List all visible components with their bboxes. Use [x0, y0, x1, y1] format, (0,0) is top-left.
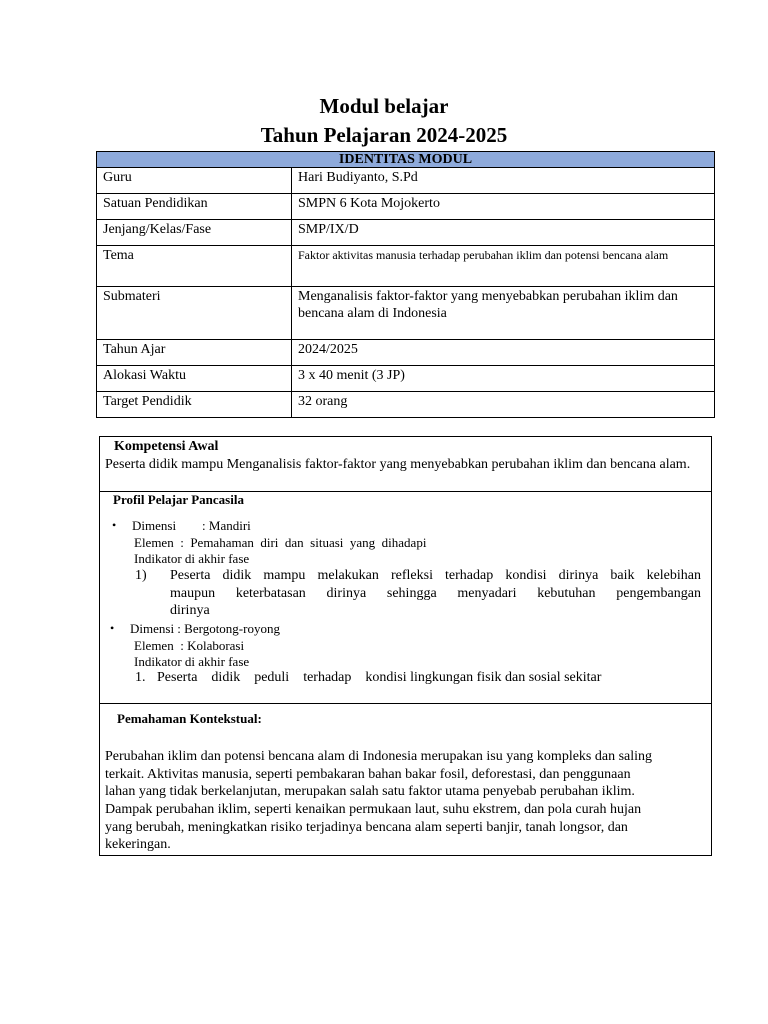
elemen-mandiri: Elemen : Pemahaman diri dan situasi yang dihadapi	[134, 535, 427, 550]
document-title: Modul belajar	[319, 94, 449, 118]
indikator-gotong-royong: Indikator di akhir fase	[134, 654, 250, 669]
dimensi-mandiri: Dimensi : Mandiri	[132, 518, 251, 533]
bullet-icon: •	[110, 621, 115, 635]
row-value: SMP/IX/D	[292, 220, 715, 246]
dimensi-gotong-royong: Dimensi : Bergotong-royong	[130, 621, 280, 636]
table-row	[97, 366, 715, 392]
paragraph-line: Perubahan iklim dan potensi bencana alam di Indonesia merupakan isu yang kompleks dan saling	[105, 749, 653, 764]
item-number: 1)	[135, 568, 147, 583]
table-row	[97, 287, 715, 340]
row-value: SMPN 6 Kota Mojokerto	[292, 194, 715, 220]
pemahaman-heading: Pemahaman Kontekstual:	[117, 711, 262, 726]
table-row	[97, 340, 715, 366]
row-label: Satuan Pendidikan	[97, 194, 292, 220]
table-row	[97, 220, 715, 246]
table-header-row	[97, 152, 715, 168]
row-value: 32 orang	[292, 392, 715, 418]
row-value: Menganalisis faktor-faktor yang menyebabkan perubahan iklim dan bencana alam di Indonesia	[292, 287, 715, 340]
row-value: 3 x 40 menit (3 JP)	[292, 366, 715, 392]
row-value: 2024/2025	[292, 340, 715, 366]
elemen-gotong-royong: Elemen : Kolaborasi	[134, 638, 245, 653]
paragraph-line: lahan yang tidak berkelanjutan, merupakan salah satu faktor utama penyebab perubahan iklim.	[105, 784, 635, 799]
item-line: Peserta didik peduli terhadap kondisi lingkungan fisik dan sosial sekitar	[157, 670, 602, 685]
indikator-mandiri: Indikator di akhir fase	[134, 551, 250, 566]
table-row	[97, 246, 715, 287]
row-value: Faktor aktivitas manusia terhadap perubahan iklim dan potensi bencana alam	[292, 246, 715, 287]
row-label: Alokasi Waktu	[97, 366, 292, 392]
row-label: Jenjang/Kelas/Fase	[97, 220, 292, 246]
table-row	[97, 194, 715, 220]
paragraph-line: yang berubah, meningkatkan risiko terjadinya bencana alam seperti banjir, tanah longsor, dan	[105, 820, 628, 835]
table-row	[97, 168, 715, 194]
row-value: Hari Budiyanto, S.Pd	[292, 168, 715, 194]
item-number: 1.	[135, 670, 146, 685]
paragraph-line: Dampak perubahan iklim, seperti kenaikan permukaan laut, suhu ekstrem, dan pola curah hujan	[105, 802, 642, 817]
table-header: IDENTITAS MODUL	[97, 152, 715, 168]
row-label: Submateri	[97, 287, 292, 340]
identitas-modul-table	[96, 151, 715, 418]
profil-heading: Profil Pelajar Pancasila	[113, 492, 244, 507]
document-subtitle: Tahun Pelajaran 2024-2025	[260, 123, 508, 147]
table-row	[97, 392, 715, 418]
paragraph-line: kekeringan.	[105, 837, 171, 852]
paragraph-line: terkait. Aktivitas manusia, seperti pembakaran bahan bakar fosil, deforestasi, dan penggunaan	[105, 767, 631, 782]
bullet-icon: •	[112, 518, 117, 532]
item-line: maupun keterbatasan dirinya sehingga menyadari kebutuhan pengembangan	[170, 586, 701, 601]
item-line: Peserta didik mampu melakukan refleksi terhadap kondisi dirinya baik kelebihan	[170, 568, 701, 583]
row-label: Tahun Ajar	[97, 340, 292, 366]
row-label: Guru	[97, 168, 292, 194]
kompetensi-text: Peserta didik mampu Menganalisis faktor-faktor yang menyebabkan perubahan iklim dan bencana alam.	[105, 457, 691, 472]
row-label: Target Pendidik	[97, 392, 292, 418]
kompetensi-heading: Kompetensi Awal	[114, 439, 219, 454]
item-line: dirinya	[170, 603, 210, 618]
row-label: Tema	[97, 246, 292, 287]
